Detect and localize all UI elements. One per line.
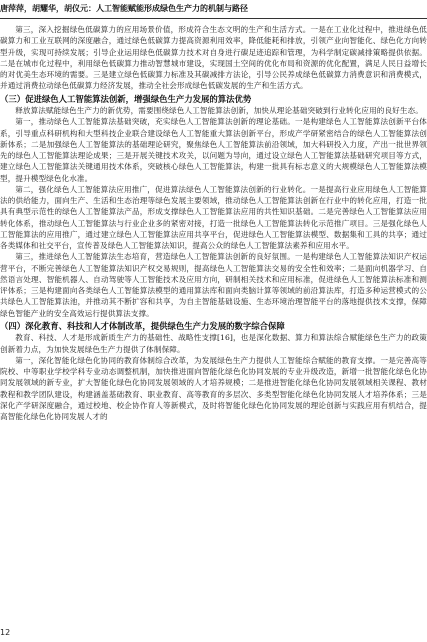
- header-article-title: 人工智能赋能形成绿色生产力的机制与路径: [96, 4, 248, 13]
- paragraph-algorithm-intro: 释放算法赋能绿色生产力的新优势，需要围绕绿色人工智能算法创新，加快从理论基础突破到行业转化应用的良好生态。: [15, 106, 423, 115]
- header-authors: 唐萍萍，胡耀华，胡仪元：: [0, 4, 96, 13]
- header-rule: [0, 18, 427, 19]
- paragraph-reform-intro: 教育、科技、人才是形成新质生产力的基础性、战略性支撑[16]，也是深化数据、算力和算法综合赋能绿色生产力的政策创新着力点，为加快发展绿色生产力提供了体制保障。: [0, 333, 427, 354]
- running-header: [0, 4, 427, 14]
- paragraph-third-point-scenarios: 第三，深入挖掘绿色低碳算力的应用场景价值，形成符合生态文明的生产和生活方式。一是在工业化过程中，推进绿色低碳算力和工业互联网的深度融合，通过绿色低碳算力提高资源利用效率，降低能耗和排放，引领产业向智能化、绿色化方向转型升级，实现可持续发展；引导企业运用绿色低碳算力技术对自身进行碳足迹追踪和管理，为科学制定碳减排策略提供依据。二是在城市化过程中，利用绿色低碳算力推动智慧城市建设，实现国土空间的优化布局和资源的优化配置，满足人民日益增长的对优美生态环境的需要。三是建立绿色低碳算力标准及其碳减排方法论，引导公民养成绿色低碳算力消费意识和消费模式，并通过消费拉动绿色低碳算力经济发展，推动全社会形成绿色低碳发展的生产和生活方式。: [0, 25, 427, 91]
- paragraph-algorithm-first: 第一，推动绿色人工智能算法基础突破，充实绿色人工智能算法创新的理论基础。一是构建绿色人工智能算法创新平台体系，引导重点科研机构和大型科技企业联合建设绿色人工智能重大算法创新平台，形成产学研紧密结合的绿色人工智能算法创新体系；二是加强绿色人工智能算法的基础理论研究，聚焦绿色人工智能算法前沿领域，加大科研投入力度，产出一批世界领先的绿色人工智能算法理论成果；三是开展关键技术攻关，以问题为导向，通过设立绿色人工智能算法基础研究项目等方式，建立绿色人工智能算法关键通用技术体系，突破核心绿色人工智能算法，构建一批具有标志意义的大规模绿色人工智能算法模型，提升模型绿色化水准。: [0, 117, 427, 183]
- section-heading-algorithm-innovation: （三）促进绿色人工智能算法创新，增强绿色生产力发展的算法优势: [0, 93, 252, 104]
- paragraph-reform-first: 第一，深化智能化绿色化协同的教育体制综合改革，为发展绿色生产力提供人工智能综合赋能的教育支撑。一是完善高等院校、中等职业学校学科专业动态调整机制，加快推进面向智能化绿色化协同发展的专业升级改造，新增一批智能化绿色化协同发展领域的新专业，扩大智能化绿色化协同发展领域的人才培养规模；二是推进智能化绿色化协同发展领域相关课程、教材教程和教学团队建设，构建涵盖基础教育、职业教育、高等教育的多层次、多类型智能化绿色化协同发展人才培养体系；三是深化产学研深度融合，通过校地、校企协作育人等新模式，及时将智能化绿色化协同发展的理论创新与实践应用有机结合，提高智能化绿色化协同发展人才的: [0, 355, 427, 421]
- article-body: [0, 24, 427, 624]
- paragraph-algorithm-third: 第三，推进绿色人工智能算法生态培育，营造绿色人工智能算法创新的良好氛围。一是构建绿色人工智能算法知识产权运营平台，不断完善绿色人工智能算法知识产权交易规则，提高绿色人工智能算法交易的安全性和效率；二是面向机器学习、自然语言处理、智能机器人、自动驾驶等人工智能技术及应用方向，研制相关技术和应用标准，促进绿色人工智能算法标准和测评体系；三是构建面向各类绿色人工智能算法模型的通用算法库和面向类脑计算等领域的前沿算法库，打造多种运营模式的公共绿色人工智能算法池，并推动其不断扩容和共享，为自主智能基础设施、生态环境治理智能平台的落地提供技术支撑，保障绿色智能产业的安全高效运行提供算法支撑。: [0, 252, 427, 318]
- paragraph-algorithm-second: 第二，强化绿色人工智能算法应用推广，促进算法绿色人工智能算法创新的行业转化。一是提高行业应用绿色人工智能算法的供给能力，面向生产、生活和生态治理等绿色发展主要领域，推动绿色人工智能算法创新在行业中的转化应用，打造一批具有典型示范性的绿色人工智能算法产品，形成支撑绿色人工智能算法应用的共性知识基础。二是完善绿色人工智能算法应用转化体系，推动绿色人工智能算法与行业企业多的紧密对接，打造一批绿色人工智能算法转化示范推广项目。三是强化绿色人工智能算法的应用推广，通过建立绿色人工智能算法应用共享平台，促进绿色人工智能算法模型、数据集和工具的共享；通过各类媒体和社交平台，宣传普及绿色人工智能算法知识，提高公众的绿色人工智能算法素养和应用水平。: [0, 184, 427, 250]
- section-heading-institutional-reform: （四）深化教育、科技和人才体制改革，提供绿色生产力发展的数字综合保障: [0, 320, 285, 331]
- page-number: 12: [0, 628, 11, 637]
